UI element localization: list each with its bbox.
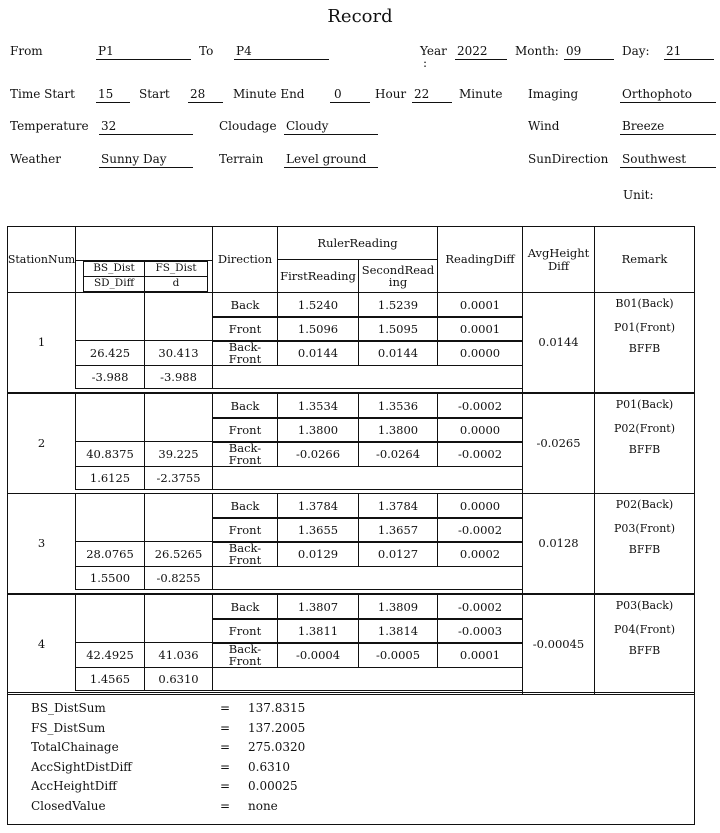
reading-diff-cell: -0.0002 bbox=[437, 441, 523, 467]
summary-equals: = bbox=[220, 799, 231, 813]
second-reading-cell: 0.0127 bbox=[358, 541, 438, 567]
wind-field[interactable]: Breeze bbox=[620, 119, 716, 135]
reading-diff-cell: 0.0000 bbox=[437, 417, 523, 443]
reading-footer-strip bbox=[212, 365, 523, 389]
reading-diff-cell: -0.0002 bbox=[437, 517, 523, 543]
sundirection-field[interactable]: Southwest bbox=[620, 152, 716, 168]
sd-diff-value: 1.4565 bbox=[75, 667, 145, 691]
imaging-field[interactable]: Orthophoto bbox=[620, 87, 716, 103]
fs-dist-upper-empty bbox=[144, 493, 213, 542]
reading-diff-cell: 0.0001 bbox=[437, 292, 523, 318]
second-reading-cell: 1.3800 bbox=[358, 417, 438, 443]
fs-dist-upper-empty bbox=[144, 393, 213, 442]
direction-cell: Back-Front bbox=[212, 642, 278, 668]
summary-equals: = bbox=[220, 720, 231, 735]
direction-cell: Front bbox=[212, 417, 278, 443]
summary-value: 0.6310 bbox=[248, 759, 290, 774]
minute-end-field[interactable]: 0 bbox=[330, 87, 370, 103]
fs-dist-value: 30.413 bbox=[144, 340, 213, 366]
direction-cell: Back bbox=[212, 493, 278, 519]
summary-label: ClosedValue bbox=[31, 799, 106, 813]
page-title: Record bbox=[327, 6, 393, 27]
day-field[interactable]: 21 bbox=[664, 44, 714, 60]
second-reading-cell: 1.3657 bbox=[358, 517, 438, 543]
avg-height-diff-cell: -0.00045 bbox=[522, 594, 595, 695]
direction-cell: Back bbox=[212, 393, 278, 419]
sd-diff-value: -3.988 bbox=[75, 365, 145, 389]
remark-code: BFFB bbox=[628, 644, 661, 658]
bs-dist-upper-empty bbox=[75, 292, 145, 341]
unit-label: Unit: bbox=[623, 188, 654, 202]
remark-back: P02(Back) bbox=[615, 498, 674, 512]
second-reading-cell: 1.3814 bbox=[358, 618, 438, 644]
station-number-label: 3 bbox=[37, 536, 46, 551]
summary-equals: = bbox=[220, 740, 231, 755]
sd-diff-value: 1.5500 bbox=[75, 566, 145, 590]
bs-dist-value: 26.425 bbox=[75, 340, 145, 366]
remark-front: P03(Front) bbox=[614, 522, 675, 536]
reading-diff-cell: -0.0002 bbox=[437, 594, 523, 620]
second-reading-cell: 1.3809 bbox=[358, 594, 438, 620]
day-label: Day: bbox=[622, 44, 650, 58]
summary-equals: = bbox=[220, 779, 231, 794]
fs-dist-value: 26.5265 bbox=[144, 541, 213, 567]
summary-value: 137.8315 bbox=[248, 701, 306, 715]
year-field[interactable]: 2022 bbox=[455, 44, 507, 60]
remark-code: BFFB bbox=[628, 443, 661, 457]
summary-label: BS_DistSum bbox=[31, 701, 106, 715]
imaging-label: Imaging bbox=[528, 87, 579, 101]
d-value: -0.8255 bbox=[144, 566, 213, 590]
second-reading-cell: 1.5239 bbox=[358, 292, 438, 318]
weather-field[interactable]: Sunny Day bbox=[99, 152, 193, 168]
sd-diff-value: 1.6125 bbox=[75, 466, 145, 490]
bs-dist-upper-empty bbox=[75, 594, 145, 643]
year-colon: : bbox=[423, 56, 428, 70]
direction-cell: Front bbox=[212, 618, 278, 644]
col-d-header: d bbox=[144, 276, 208, 292]
summary-box bbox=[7, 692, 695, 825]
terrain-label: Terrain bbox=[219, 152, 264, 166]
to-label: To bbox=[199, 44, 214, 58]
summary-label: TotalChainage bbox=[31, 740, 119, 755]
direction-cell: Front bbox=[212, 517, 278, 543]
fs-dist-value: 39.225 bbox=[144, 441, 213, 467]
bs-dist-upper-empty bbox=[75, 493, 145, 542]
reading-diff-cell: 0.0000 bbox=[437, 340, 523, 366]
summary-value: 137.2005 bbox=[248, 720, 306, 735]
to-field[interactable]: P4 bbox=[234, 44, 329, 60]
col-direction-header: Direction bbox=[212, 226, 278, 293]
station-number-label: 4 bbox=[37, 637, 46, 652]
col-reading-diff-header: ReadingDiff bbox=[437, 226, 523, 293]
first-reading-cell: 1.3800 bbox=[277, 417, 359, 443]
hour-field[interactable]: 22 bbox=[412, 87, 452, 103]
bs-dist-value: 42.4925 bbox=[75, 642, 145, 668]
first-reading-cell: -0.0266 bbox=[277, 441, 359, 467]
terrain-field[interactable]: Level ground bbox=[284, 152, 378, 168]
fs-dist-upper-empty bbox=[144, 292, 213, 341]
first-reading-cell: 0.0144 bbox=[277, 340, 359, 366]
second-reading-cell: -0.0264 bbox=[358, 441, 438, 467]
first-reading-cell: 1.3807 bbox=[277, 594, 359, 620]
col-station-num-header: StationNum bbox=[7, 226, 76, 293]
weather-label: Weather bbox=[10, 152, 61, 166]
sundirection-label: SunDirection bbox=[528, 152, 609, 166]
minute-end-label: Minute End bbox=[233, 87, 305, 101]
col-first-reading-header: FirstReading bbox=[277, 259, 359, 293]
remark-back: P01(Back) bbox=[615, 398, 674, 412]
second-reading-cell: -0.0005 bbox=[358, 642, 438, 668]
summary-label: FS_DistSum bbox=[31, 720, 106, 735]
remark-back: B01(Back) bbox=[615, 297, 674, 311]
first-reading-cell: 1.3811 bbox=[277, 618, 359, 644]
summary-value: 275.0320 bbox=[248, 740, 306, 755]
remark-code: BFFB bbox=[628, 342, 661, 356]
temperature-field[interactable]: 32 bbox=[99, 119, 193, 135]
summary-label: AccSightDistDiff bbox=[31, 759, 132, 774]
col-sd-diff-header: SD_Diff bbox=[83, 276, 145, 292]
d-value: 0.6310 bbox=[144, 667, 213, 691]
direction-cell: Back-Front bbox=[212, 441, 278, 467]
col-avg-height-diff-header: AvgHeightDiff bbox=[522, 226, 595, 293]
month-label: Month: bbox=[515, 44, 559, 58]
start-label: Start bbox=[139, 87, 170, 101]
d-value: -2.3755 bbox=[144, 466, 213, 490]
hour-label: Hour bbox=[375, 87, 407, 101]
remark-front: P01(Front) bbox=[614, 321, 675, 335]
remark-code: BFFB bbox=[628, 543, 661, 557]
time-start-label: Time Start bbox=[10, 87, 75, 101]
direction-cell: Back bbox=[212, 292, 278, 318]
cloudage-field[interactable]: Cloudy bbox=[284, 119, 378, 135]
time-start-field[interactable]: 15 bbox=[96, 87, 130, 103]
reading-diff-cell: -0.0003 bbox=[437, 618, 523, 644]
bs-dist-value: 40.8375 bbox=[75, 441, 145, 467]
avg-height-diff-cell: 0.0128 bbox=[522, 493, 595, 594]
reading-footer-strip bbox=[212, 667, 523, 691]
minute-label: Minute bbox=[459, 87, 503, 101]
d-value: -3.988 bbox=[144, 365, 213, 389]
reading-diff-cell: 0.0001 bbox=[437, 642, 523, 668]
cloudage-label: Cloudage bbox=[219, 119, 277, 133]
summary-equals: = bbox=[220, 701, 231, 715]
avg-height-diff-cell: -0.0265 bbox=[522, 393, 595, 494]
first-reading-cell: 1.3655 bbox=[277, 517, 359, 543]
direction-cell: Back-Front bbox=[212, 340, 278, 366]
direction-cell: Back-Front bbox=[212, 541, 278, 567]
first-reading-cell: 1.3534 bbox=[277, 393, 359, 419]
month-field[interactable]: 09 bbox=[564, 44, 614, 60]
col-remark-header: Remark bbox=[594, 226, 695, 293]
first-reading-cell: -0.0004 bbox=[277, 642, 359, 668]
reading-diff-cell: 0.0000 bbox=[437, 493, 523, 519]
col-second-reading-header: SecondReading bbox=[358, 259, 438, 293]
col-ruler-reading-header: RulerReading bbox=[277, 226, 438, 260]
remark-front: P04(Front) bbox=[614, 623, 675, 637]
first-reading-cell: 1.5240 bbox=[277, 292, 359, 318]
wind-label: Wind bbox=[528, 119, 560, 133]
reading-diff-cell: 0.0002 bbox=[437, 541, 523, 567]
second-reading-cell: 0.0144 bbox=[358, 340, 438, 366]
direction-cell: Back bbox=[212, 594, 278, 620]
first-reading-cell: 1.5096 bbox=[277, 316, 359, 342]
reading-footer-strip bbox=[212, 466, 523, 490]
summary-equals: = bbox=[220, 759, 231, 774]
second-reading-cell: 1.3784 bbox=[358, 493, 438, 519]
first-reading-cell: 0.0129 bbox=[277, 541, 359, 567]
summary-value: none bbox=[248, 799, 278, 813]
reading-footer-strip bbox=[212, 566, 523, 590]
year-label: Year bbox=[420, 44, 447, 58]
remark-front: P02(Front) bbox=[614, 422, 675, 436]
col-bs-dist-header: BS_Dist bbox=[83, 261, 145, 277]
second-reading-cell: 1.5095 bbox=[358, 316, 438, 342]
reading-diff-cell: -0.0002 bbox=[437, 393, 523, 419]
from-field[interactable]: P1 bbox=[96, 44, 191, 60]
fs-dist-value: 41.036 bbox=[144, 642, 213, 668]
station-number-label: 2 bbox=[37, 436, 46, 451]
station-number-label: 1 bbox=[37, 335, 46, 350]
bs-dist-value: 28.0765 bbox=[75, 541, 145, 567]
temperature-label: Temperature bbox=[10, 119, 89, 133]
summary-label: AccHeightDiff bbox=[31, 779, 117, 794]
col-fs-dist-header: FS_Dist bbox=[144, 261, 208, 277]
fs-dist-upper-empty bbox=[144, 594, 213, 643]
avg-height-diff-cell: 0.0144 bbox=[522, 292, 595, 393]
bs-dist-upper-empty bbox=[75, 393, 145, 442]
remark-back: P03(Back) bbox=[615, 599, 674, 613]
first-reading-cell: 1.3784 bbox=[277, 493, 359, 519]
direction-cell: Front bbox=[212, 316, 278, 342]
from-label: From bbox=[10, 44, 43, 58]
second-reading-cell: 1.3536 bbox=[358, 393, 438, 419]
start-field[interactable]: 28 bbox=[188, 87, 223, 103]
summary-value: 0.00025 bbox=[248, 779, 298, 794]
col-distance-group-header bbox=[75, 226, 213, 261]
reading-diff-cell: 0.0001 bbox=[437, 316, 523, 342]
